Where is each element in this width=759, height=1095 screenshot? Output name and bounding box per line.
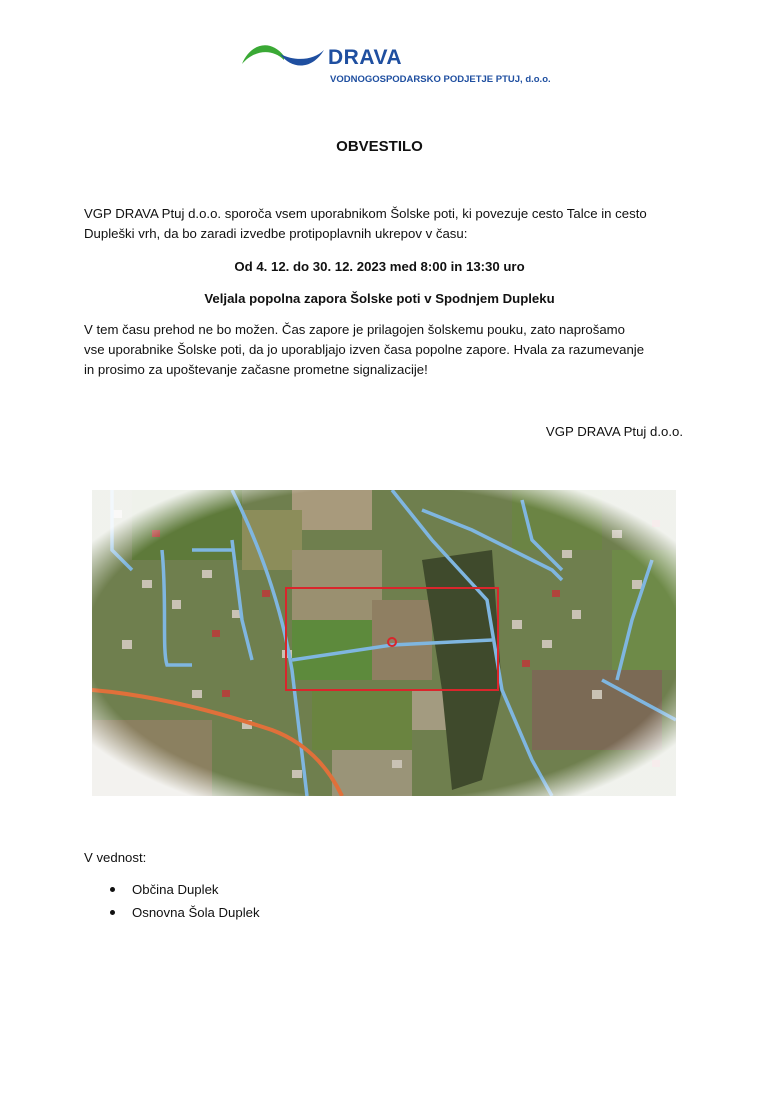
body-line: in prosimo za upoštevanje začasne prometne signalizacije! xyxy=(84,362,428,377)
drava-wave-icon xyxy=(240,40,326,70)
cc-item: Osnovna Šola Duplek xyxy=(132,905,260,920)
aerial-map xyxy=(92,490,676,796)
bullet-icon xyxy=(110,910,115,915)
intro-paragraph xyxy=(84,204,684,244)
intro-line: Dupleški vrh, da bo zaradi izvedbe protipoplavnih ukrepov v času: xyxy=(84,226,468,241)
intro-line: VGP DRAVA Ptuj d.o.o. sporoča vsem uporabnikom Šolske poti, ki povezuje cesto Talce in cesto xyxy=(84,206,647,221)
cc-list xyxy=(84,878,260,924)
body-line: vse uporabnike Šolske poti, da jo uporabljajo izven časa popolne zapore. Hvala za razumevanje xyxy=(84,342,645,357)
list-item xyxy=(84,901,260,924)
bullet-icon xyxy=(110,887,115,892)
list-item xyxy=(84,878,260,901)
logo-name: DRAVA xyxy=(328,46,403,69)
cc-item: Občina Duplek xyxy=(132,882,219,897)
logo-subtitle: VODNOGOSPODARSKO PODJETJE PTUJ, d.o.o. xyxy=(330,74,551,85)
cc-label: V vednost: xyxy=(84,850,147,865)
signature: VGP DRAVA Ptuj d.o.o. xyxy=(545,424,683,439)
body-line: V tem času prehod ne bo možen. Čas zapore je prilagojen šolskemu pouku, zato naprošamo xyxy=(84,322,625,337)
drava-logo xyxy=(240,40,551,90)
page-title: OBVESTILO xyxy=(336,138,423,155)
closure-line: Veljala popolna zapora Šolske poti v Spodnjem Dupleku xyxy=(204,291,555,306)
date-line: Od 4. 12. do 30. 12. 2023 med 8:00 in 13:30 uro xyxy=(234,259,525,274)
body-paragraph xyxy=(84,320,684,380)
